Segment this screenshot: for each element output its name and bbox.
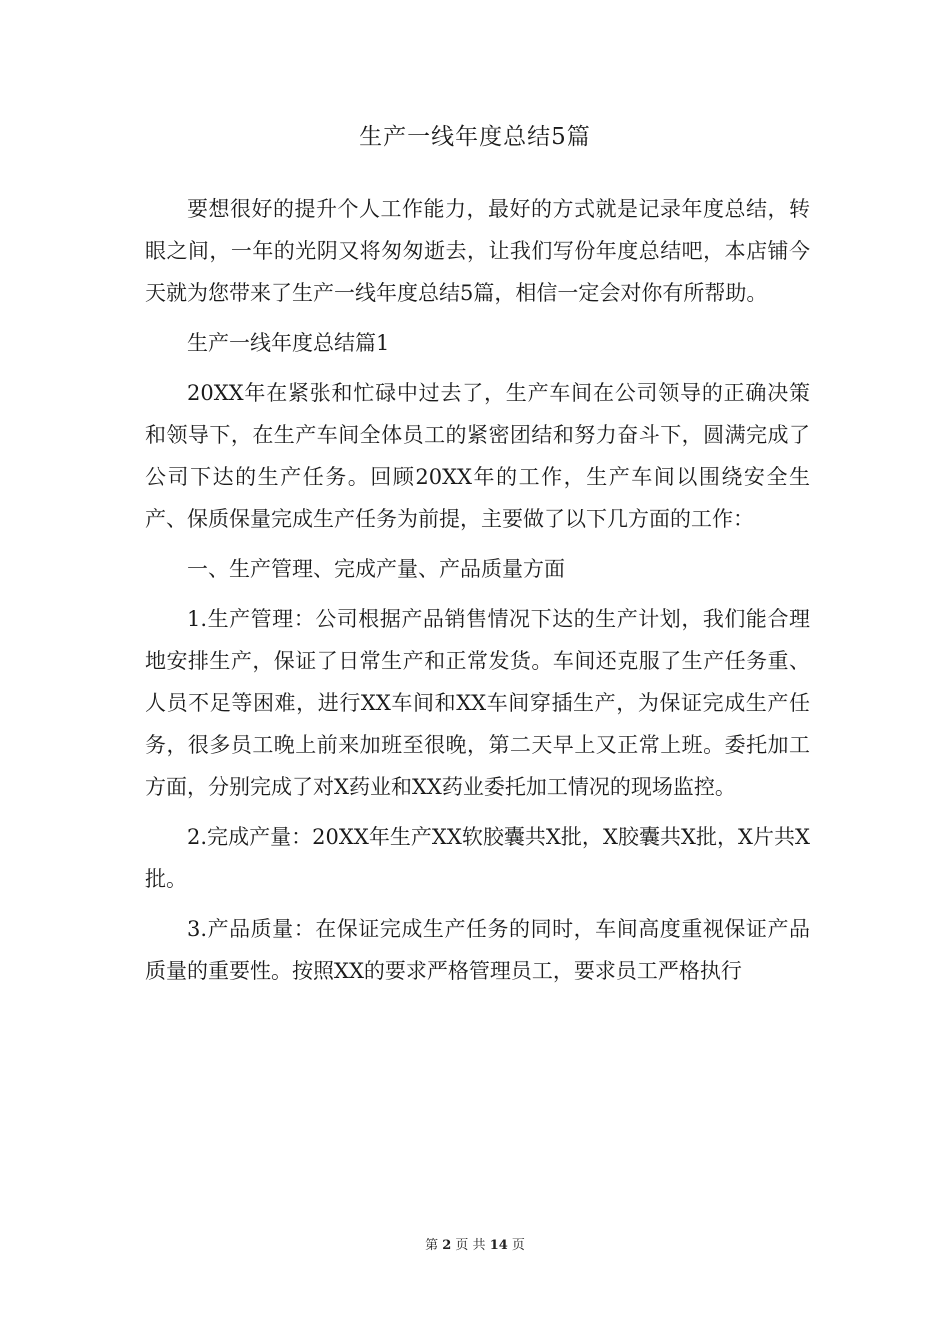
footer-current-page: 2 — [442, 1238, 452, 1253]
footer-prefix: 第 — [425, 1238, 439, 1253]
body-paragraph: 1.生产管理：公司根据产品销售情况下达的生产计划，我们能合理地安排生产，保证了日常生产和正常发货。车间还克服了生产任务重、人员不足等困难，进行XX车间和XX车间穿插生产，为保证完成生产任务，很多员工晚上前来加班至很晚，第二天早上又正常上班。委托加工方面，分别完成了对X药业和XX药业委托加工情况的现场监控。 — [145, 607, 810, 799]
body-paragraph: 2.完成产量：20XX年生产XX软胶囊共X批，X胶囊共X批，X片共X批。 — [145, 825, 810, 891]
document-title: 生产一线年度总结5篇 — [359, 124, 591, 150]
body-paragraph: 20XX年在紧张和忙碌中过去了，生产车间在公司领导的正确决策和领导下，在生产车间全体员工的紧密团结和努力奋斗下，圆满完成了公司下达的生产任务。回顾20XX年的工作，生产车间以围绕安全生产、保质保量完成生产任务为前提，主要做了以下几方面的工作： — [145, 381, 810, 531]
footer-middle: 页 共 — [455, 1238, 486, 1253]
document-body — [145, 188, 810, 1000]
subsection-heading: 一、生产管理、完成产量、产品质量方面 — [187, 557, 565, 581]
body-paragraph: 3.产品质量：在保证完成生产任务的同时，车间高度重视保证产品质量的重要性。按照XX的要求严格管理员工，要求员工严格执行 — [145, 917, 810, 983]
page-footer — [0, 1234, 950, 1253]
intro-paragraph: 要想很好的提升个人工作能力，最好的方式就是记录年度总结，转眼之间，一年的光阴又将匆匆逝去，让我们写份年度总结吧，本店铺今天就为您带来了生产一线年度总结5篇，相信一定会对你有所帮助。 — [145, 197, 810, 305]
footer-suffix: 页 — [511, 1238, 525, 1253]
footer-total-pages: 14 — [489, 1238, 508, 1253]
section-heading: 生产一线年度总结篇1 — [187, 331, 390, 355]
